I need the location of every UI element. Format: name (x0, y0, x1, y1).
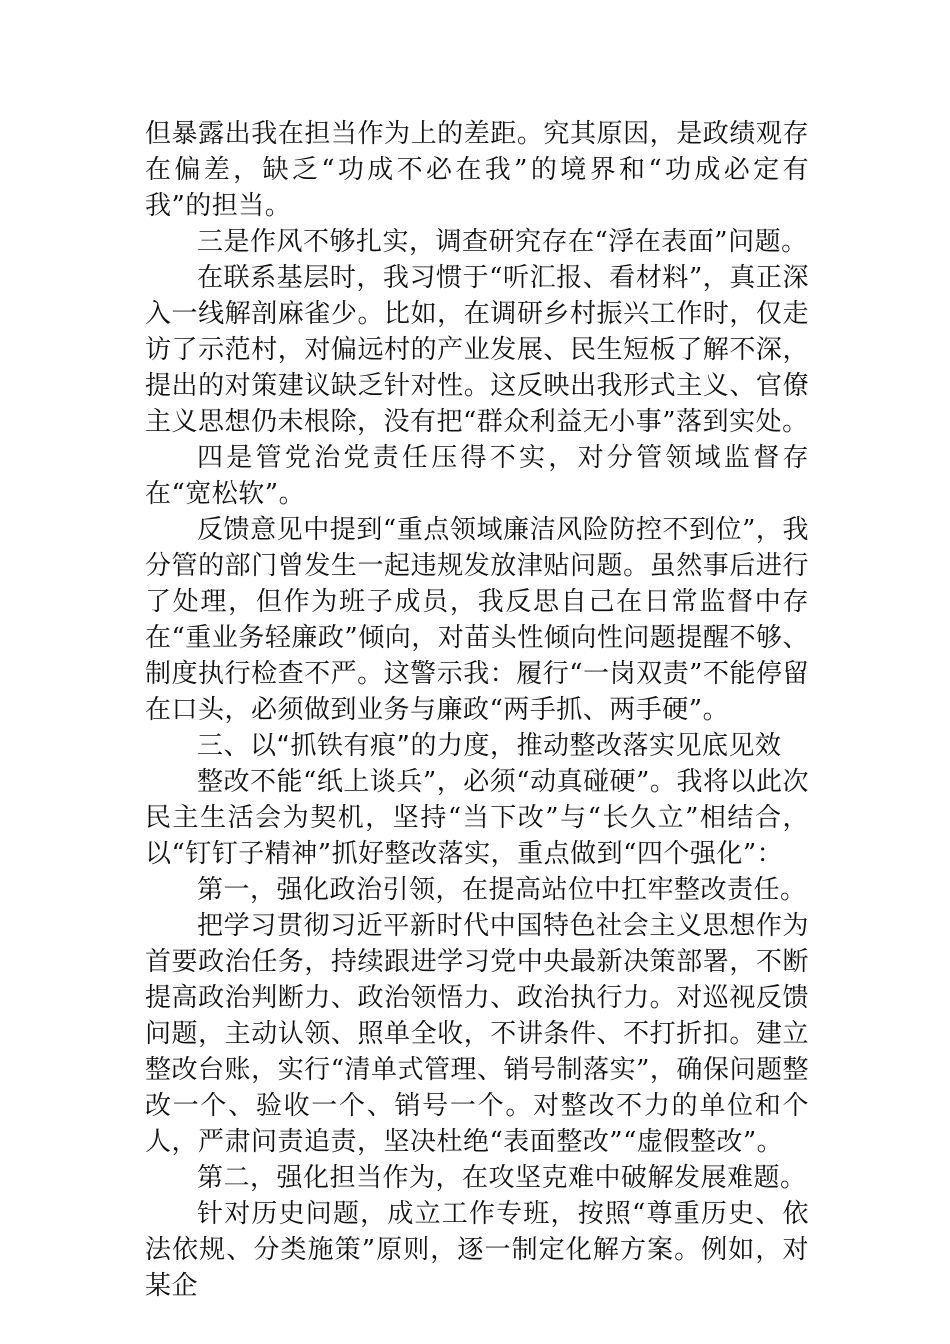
paragraph-second-body: 针对历史问题，成立工作专班，按照“尊重历史、依法依规、分类施策”原则，逐一制定化解方案。例如，对某企 (145, 1199, 809, 1301)
paragraph-first-body: 把学习贯彻习近平新时代中国特色社会主义思想作为首要政治任务，持续跟进学习党中央最新决策部署，不断提高政治判断力、政治领悟力、政治执行力。对巡视反馈问题，主动认领、照单全收，不讲条件、不打折扣。建立整改台账，实行“清单式管理、销号制落实”，确保问题整改一个、验收一个、销号一个。对整改不力的单位和个人，严肃问责追责，坚决杜绝“表面整改”“虚假整改”。 (145, 911, 809, 1157)
paragraph-point-four-title: 四是管党治党责任压得不实，对分管领域监督存在“宽松软”。 (145, 443, 809, 509)
paragraph-point-three-title: 三是作风不够扎实，调查研究存在“浮在表面”问题。 (197, 227, 808, 257)
paragraph-point-three-body: 在联系基层时，我习惯于“听汇报、看材料”，真正深入一线解剖麻雀少。比如，在调研乡村振兴工作时，仅走访了示范村，对偏远村的产业发展、民生短板了解不深，提出的对策建议缺乏针对性。这反映出我形式主义、官僚主义思想仍未根除，没有把“群众利益无小事”落到实处。 (145, 263, 809, 437)
section-heading-three: 三、以“抓铁有痕”的力度，推动整改落实见底见效 (197, 731, 782, 761)
paragraph-point-four-body: 反馈意见中提到“重点领域廉洁风险防控不到位”，我分管的部门曾发生一起违规发放津贴问题。虽然事后进行了处理，但作为班子成员，我反思自己在日常监督中存在“重业务轻廉政”倾向，对苗头性倾向性问题提醒不够、制度执行检查不严。这警示我：履行“一岗双责”不能停留在口头，必须做到业务与廉政“两手抓、两手硬”。 (145, 515, 809, 725)
paragraph-first-title: 第一，强化政治引领，在提高站位中扛牢整改责任。 (197, 875, 807, 905)
paragraph-second-title: 第二，强化担当作为，在攻坚克难中破解发展难题。 (197, 1163, 807, 1193)
paragraph-continuation: 但暴露出我在担当作为上的差距。究其原因，是政绩观存在偏差，缺乏“功成不必在我”的境界和“功成必定有我”的担当。 (145, 119, 809, 221)
document-body (145, 116, 809, 1304)
paragraph-section-intro: 整改不能“纸上谈兵”，必须“动真碰硬”。我将以此次民主生活会为契机，坚持“当下改”与“长久立”相结合，以“钉钉子精神”抓好整改落实，重点做到“四个强化”： (145, 767, 809, 869)
